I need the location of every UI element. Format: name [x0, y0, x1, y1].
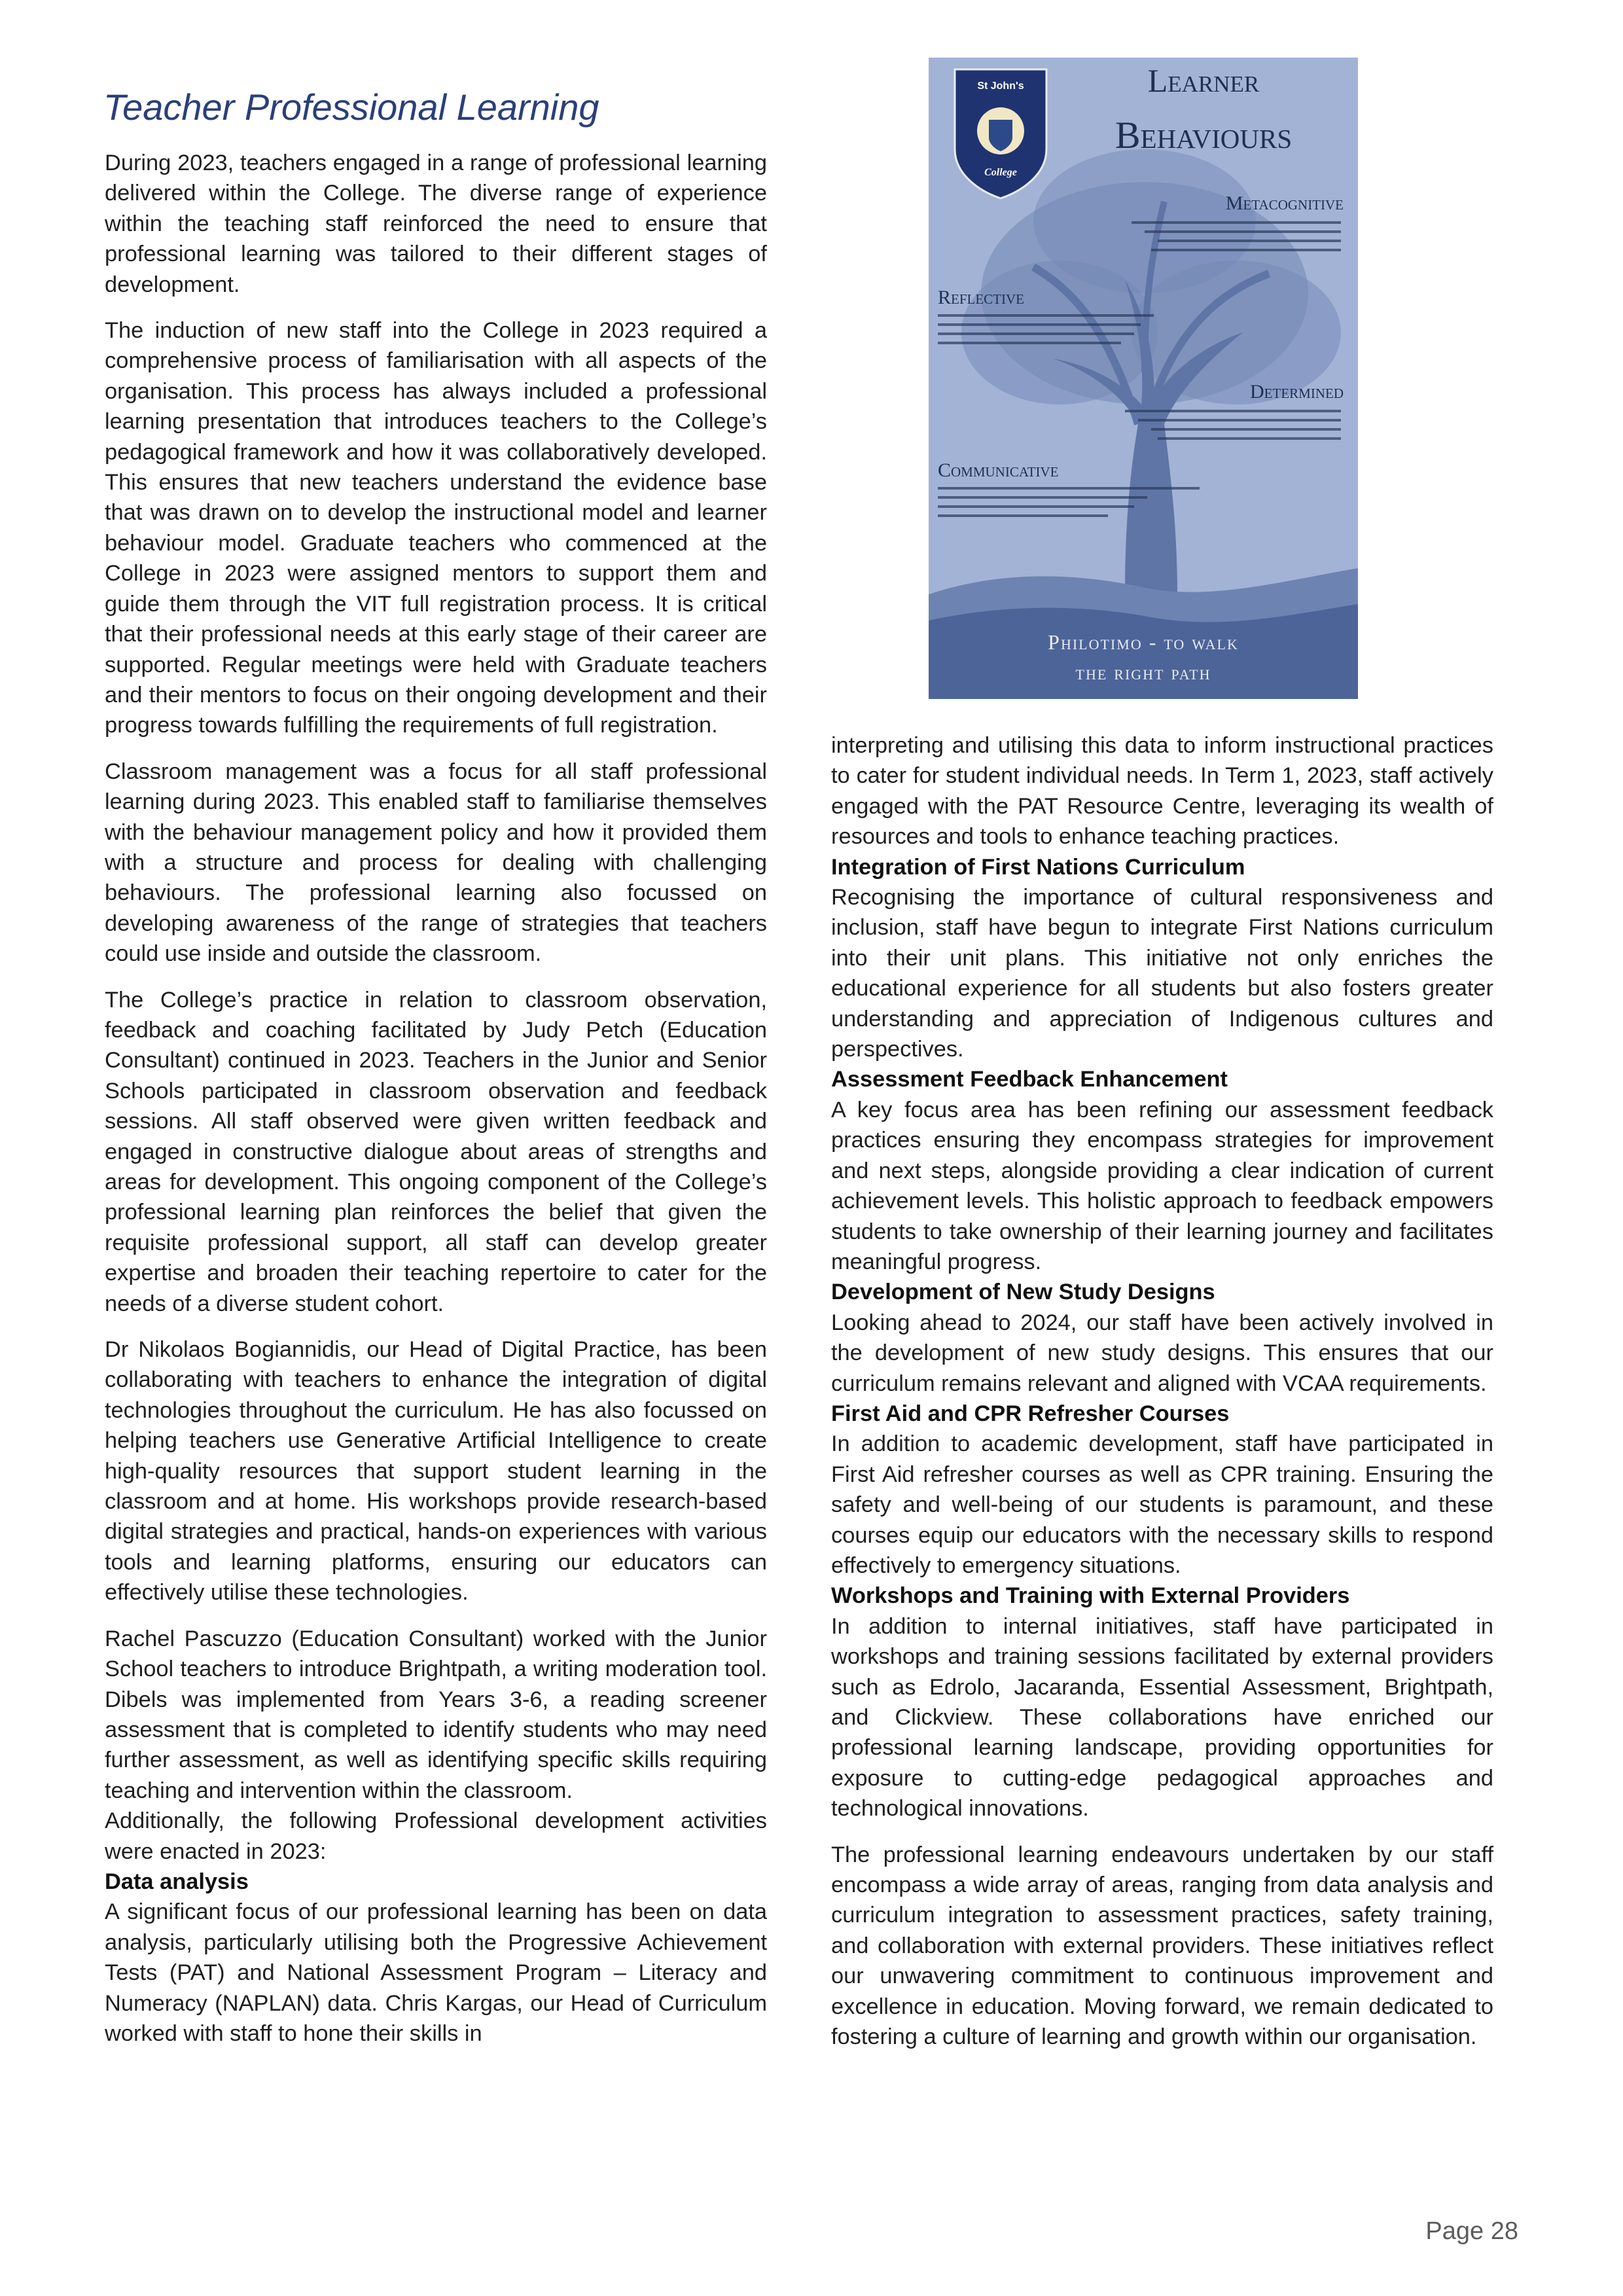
paragraph: Classroom management was a focus for all staff professional learning during 2023. This enabled staff to familiarise themselves with the behaviour management policy and how it provided them with a structure and process for dealing with challenging behaviours. The professional learning also focussed on developing awareness of the range of strategies that teachers could use inside and outside the classroom.	[105, 759, 767, 967]
paragraph: During 2023, teachers engaged in a range of professional learning delivered within the College. The diverse range of experience within the teaching staff reinforced the need to ensure that professional learning was tailored to their different stages of development.	[105, 151, 767, 297]
paragraph: A significant focus of our professional learning has been on data analysis, particularly utilising both the Progressive Achievement Tests (PAT) and National Assessment Program – Literacy and Numeracy (NAPLAN) data. Chris Kargas, our Head of Curriculum worked with staff to hone their skills in	[105, 1899, 767, 2046]
poster-footer-line2: the right path	[1075, 660, 1211, 684]
left-column	[105, 148, 767, 2049]
poster-label-reflective: Reflective	[938, 287, 1024, 308]
paragraph: Recognising the importance of cultural responsiveness and inclusion, staff have begun to integrate First Nations curriculum into their unit plans. This initiative not only enriches the educational experience for all students but also fosters greater understanding and appreciation of Indigenous cultures and perspectives.	[831, 885, 1493, 1062]
section-heading-first-aid: First Aid and CPR Refresher Courses	[831, 1401, 1230, 1426]
paragraph: The induction of new staff into the College in 2023 required a comprehensive process of familiarisation with all aspects of the organisation. This process has always included a professional learning presentation that introduces teachers to the College’s pedagogical framework and how it was collaboratively developed. This ensures that new teachers understand the evidence base that was drawn on to develop the instructional model and learner behaviour model. Graduate teachers who commenced at the College in 2023 were assigned mentors to support them and guide them through the VIT full registration process. It is critical that their professional needs at this early stage of their career are supported. Regular meetings were held with Graduate teachers and their mentors to focus on their ongoing development and their progress towards fulfilling the requirements of full registration.	[105, 318, 767, 738]
paragraph: Rachel Pascuzzo (Education Consultant) worked with the Junior School teachers to introduce Brightpath, a writing moderation tool. Dibels was implemented from Years 3-6, a reading screener assessment that is completed to identify students who may need further assessment, as well as identifying specific skills requiring teaching and intervention within the classroom.	[105, 1626, 767, 1803]
paragraph: A key focus area has been refining our assessment feedback practices ensuring they encompass strategies for improvement and next steps, alongside providing a clear indication of current achievement levels. This holistic approach to feedback empowers students to take ownership of their learning journey and facilitates meaningful progress.	[831, 1097, 1493, 1274]
learner-behaviours-poster	[929, 58, 1358, 699]
paragraph: The College’s practice in relation to classroom observation, feedback and coaching facilitated by Judy Petch (Education Consultant) continued in 2023. Teachers in the Junior and Senior Schools participated in classroom observation and feedback sessions. All staff observed were given written feedback and engaged in constructive dialogue about areas of strengths and areas for development. This ongoing component of the College’s professional learning plan reinforces the belief that given the requisite professional support, all staff can develop greater expertise and broaden their teaching repertoire to cater for the needs of a diverse student cohort.	[105, 987, 767, 1316]
poster-label-determined: Determined	[1250, 381, 1344, 403]
section-heading-first-nations: Integration of First Nations Curriculum	[831, 854, 1245, 880]
poster-label-communicative: Communicative	[938, 459, 1059, 481]
poster-title-line1: Learner	[1147, 62, 1260, 99]
section-heading-assessment-feedback: Assessment Feedback Enhancement	[831, 1067, 1228, 1092]
paragraph: The professional learning endeavours undertaken by our staff encompass a wide array of areas, ranging from data analysis and curriculum integration to assessment practices, safety training, and collaboration with external providers. These initiatives reflect our unwavering commitment to continuous improvement and excellence in education. Moving forward, we remain dedicated to fostering a culture of learning and growth within our organisation.	[831, 1842, 1493, 2050]
page-title: Teacher Professional Learning	[103, 86, 599, 128]
section-heading-external-providers: Workshops and Training with External Providers	[831, 1583, 1350, 1609]
section-heading-data-analysis: Data analysis	[105, 1869, 249, 1894]
page-number: Page 28	[1425, 2217, 1518, 2245]
poster-title-line2: Behaviours	[1115, 114, 1293, 156]
crest-top-text: St John's	[977, 81, 1024, 92]
paragraph: Dr Nikolaos Bogiannidis, our Head of Digital Practice, has been collaborating with teachers to enhance the integration of digital technologies throughout the curriculum. He has also focussed on helping teachers use Generative Artificial Intelligence to create high-quality resources that support student learning in the classroom and at home. His workshops provide research-based digital strategies and practical, hands-on experiences with various tools and learning platforms, ensuring our educators can effectively utilise these technologies.	[105, 1337, 767, 1605]
college-crest	[955, 69, 1046, 198]
paragraph: interpreting and utilising this data to inform instructional practices to cater for student individual needs. In Term 1, 2023, staff actively engaged with the PAT Resource Centre, leveraging its wealth of resources and tools to enhance teaching practices.	[831, 733, 1493, 850]
poster-label-metacognitive: Metacognitive	[1225, 192, 1344, 214]
right-column	[831, 730, 1493, 2052]
section-heading-study-designs: Development of New Study Designs	[831, 1280, 1215, 1305]
poster-footer-line1: Philotimo - to walk	[1048, 630, 1239, 654]
paragraph: In addition to academic development, staff have participated in First Aid refresher courses as well as CPR training. Ensuring the safety and well-being of our students is paramount, and these courses equip our educators with the necessary skills to respond effectively to emergency situations.	[831, 1431, 1493, 1578]
paragraph: Additionally, the following Professional development activities were enacted in 2023:	[105, 1808, 767, 1864]
crest-bottom-text: College	[984, 167, 1017, 178]
paragraph: In addition to internal initiatives, staff have participated in workshops and training sessions facilitated by external providers such as Edrolo, Jacaranda, Essential Assessment, Brightpath, and Clickview. These collaborations have enriched our professional learning landscape, providing opportunities for exposure to cutting-edge pedagogical approaches and technological innovations.	[831, 1613, 1493, 1821]
paragraph: Looking ahead to 2024, our staff have been actively involved in the development of new study designs. This ensures that our curriculum remains relevant and aligned with VCAA requirements.	[831, 1310, 1493, 1396]
